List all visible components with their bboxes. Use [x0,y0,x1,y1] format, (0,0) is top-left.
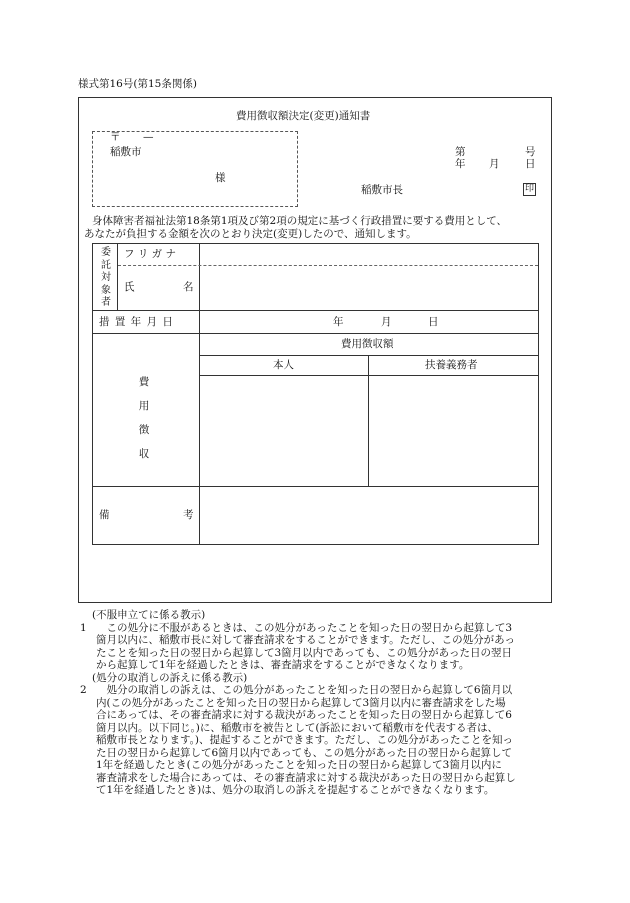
appeal-line: から起算して1年を経過したときは、審査請求をすることができなくなります。 [96,659,470,671]
fee-collection-char: 費 [138,376,150,388]
revocation-note [78,684,554,797]
revocation-line: 審査請求をした場合にあっては、その審査請求に対する裁決があった日の翌日から起算し [96,771,516,784]
remarks-label-2: 考 [183,509,194,521]
furigana-label: フ リ ガ ナ [124,248,177,260]
fee-amount-header: 費用徴収額 [341,338,394,350]
remarks-label-1: 備 [99,509,110,521]
appeal-note [78,622,554,672]
doc-number-go: 号 [525,146,536,158]
table-dashed-line [118,265,538,266]
date-month: 月 [489,158,500,170]
fee-collection-char: 収 [138,448,150,460]
table-vline [199,244,200,544]
subject-label [99,247,113,310]
measure-date-year: 年 [333,316,344,328]
name-label-1: 氏 [124,281,135,293]
appeal-line: たことを知った日の翌日から起算して3箇月以内であっても、この処分があった日の翌日 [96,646,512,659]
subject-char: 委 [101,247,111,258]
revocation-line: 内(この処分があったことを知った日の翌日から起算して3箇月以内に審査請求をした場 [96,696,506,709]
revocation-line: 稲敷市長となります。)、提起することができます。ただし、この処分があったことを知っ [96,734,514,746]
address-box [92,131,298,207]
revocation-number: 2 [80,684,87,696]
measure-date-day: 日 [428,316,439,328]
date-year: 年 [455,158,466,170]
revocation-line: 処分の取消しの訴えは、この処分があったことを知った日の翌日から起算して6箇月以 [106,684,513,696]
form-label: 様式第16号(第15条関係) [78,78,197,90]
measure-date-label: 措 置 年 月 日 [99,316,174,328]
date-day: 日 [525,158,536,170]
honorific-sama: 様 [215,172,226,184]
table-hline [93,333,539,334]
appeal-line: 箇月以内に、稲敷市長に対して審査請求をすることができます。ただし、この処分があっ [96,634,516,646]
appeal-line: この処分に不服があるときは、この処分があったことを知った日の翌日から起算して3 [106,621,513,634]
issuer: 稲敷市長 [361,184,403,196]
fee-collection-char: 徴 [138,424,150,436]
revocation-line: て1年を経過したとき)は、処分の取消しの訴えを提起することができなくなります。 [96,784,495,796]
person-header: 本人 [273,359,294,371]
subject-char: 象 [101,284,111,296]
name-label-2: 名 [183,281,194,293]
revocation-line: た日の翌日から起算して6箇月以内であっても、この処分があった日の翌日から起算して [96,746,512,759]
appeal-heading: (不服申立てに係る教示) [92,609,206,621]
subject-char: 者 [101,297,111,308]
fee-collection-label [137,370,151,466]
intro-line-1: 身体障害者福祉法第18条第1項及び第2項の規定に基づく行政措置に要する費用として、 [92,215,508,227]
intro-line-2: あなたが負担する金額を次のとおり決定(変更)したので、通知します。 [84,228,417,240]
table-hline [93,310,539,311]
revocation-line: 1年を経過したとき(この処分があったことを知った日の翌日から起算して3箇月以内に [96,759,502,771]
postal-dash: — [143,131,154,143]
doc-number-dai: 第 [455,146,466,158]
table-hline [200,375,539,376]
subject-char: 対 [101,272,111,283]
seal-mark: 印 [524,184,534,194]
address-city: 稲敷市 [110,146,142,158]
page-title: 費用徴収額決定(変更)通知書 [236,110,371,122]
table-hline [200,355,539,356]
revocation-heading: (処分の取消しの訴えに係る教示) [92,671,248,684]
notes-section [78,609,554,797]
supporter-header: 扶養義務者 [425,359,478,371]
revocation-line: 箇月以内。以下同じ。)に、稲敷市を被告として(訴訟において稲敷市を代表する者は、 [96,721,498,734]
appeal-number: 1 [80,621,87,634]
fee-collection-char: 用 [138,400,150,412]
fee-table [92,243,539,545]
measure-date-month: 月 [381,316,392,328]
table-vline [117,244,118,310]
revocation-line: 合にあっては、その審査請求に対する裁決があったことを知った日の翌日から起算して6 [96,709,512,721]
subject-char: 託 [101,259,111,271]
table-hline [93,486,539,487]
postal-mark: 〒 [110,131,121,143]
